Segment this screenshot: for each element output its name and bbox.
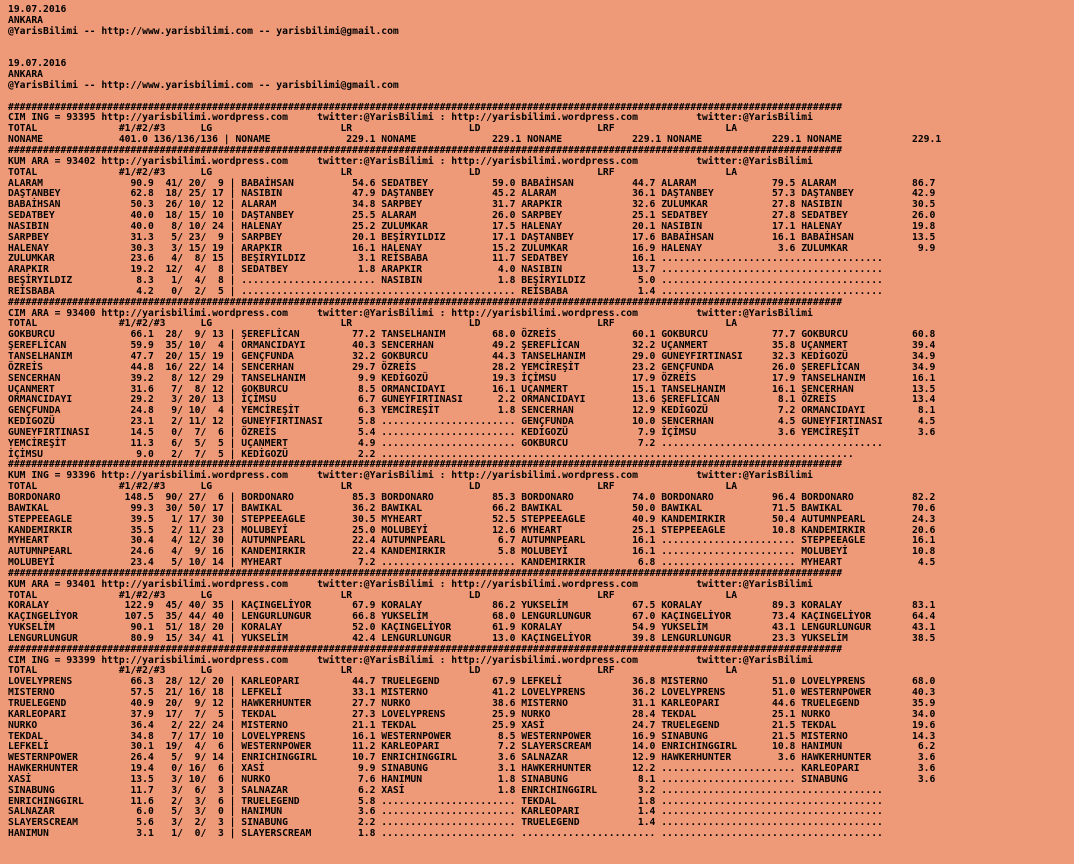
report-line: HALENAY 30.3 3/ 15/ 19 | ARAPKIR 16.1 HALENAY 15.2 ZULUMKAR 16.9 HALENAY 3.6 ZULUMKAR 9.9 [8, 242, 936, 254]
report-line: KAÇINGELİYOR 107.5 35/ 44/ 40 | LENGURLUNGUR 66.8 YUKSELİM 68.0 LENGURLUNGUR 67.0 KAÇINGELİYOR 73.4 KAÇINGELİYOR 64.4 [8, 611, 936, 623]
report-line [8, 38, 1074, 49]
report-line: LEFKELİ 30.1 19/ 4/ 6 | WESTERNPOWER 11.2 KARLEOPARI 7.2 SLAYERSCREAM 14.0 ENRICHINGGIRL 10.8 HANIMUN 6.2 [8, 741, 936, 753]
report-line: @YarisBilimi -- http://www.yarisbilimi.com -- yarisbilimi@gmail.com [8, 25, 399, 37]
report-line: KARLEOPARI 37.9 17/ 7/ 5 | TEKDAL 27.3 LOVELYPRENS 25.9 NURKO 28.4 TEKDAL 25.1 NURKO 34.0 [8, 708, 936, 720]
report-line: @YarisBilimi -- http://www.yarisbilimi.com -- yarisbilimi@gmail.com [8, 79, 399, 91]
report-line: GUNEYFIRTINASI 14.5 0/ 7/ 6 | ÖZREİS 5.4 ....................... KEDİGOZÜ 7.9 İÇİMSU 3.6 YEMCİREŞİT 3.6 [8, 426, 936, 438]
report-line: KORALAY 122.9 45/ 40/ 35 | KAÇINGELİYOR 67.9 KORALAY 86.2 YUKSELİM 67.5 KORALAY 89.3 KORALAY 83.1 [8, 600, 936, 612]
report-line: CIM ING = 93395 http://yarisbilimi.wordpress.com twitter:@YarisBilimi : http://yarisbilimi.wordpress.com twitter:@YarisBilimi [8, 112, 813, 124]
report-line: GENÇFUNDA 24.8 9/ 10/ 4 | YEMCİREŞİT 6.3 YEMCİREŞİT 1.8 SENCERHAN 12.9 KEDİGOZÜ 7.2 ORMANCIDAYI 8.1 [8, 405, 936, 417]
report-line: ENRICHINGGIRL 11.6 2/ 3/ 6 | TRUELEGEND 5.8 ....................... TEKDAL 1.8 ...................................... [8, 795, 883, 807]
report-line: XASİ 13.5 3/ 10/ 6 | NURKO 7.6 HANIMUN 1.8 SINABUNG 8.1 ....................... SINABUNG 3.6 [8, 773, 936, 785]
report-line: ŞEREFLİCAN 59.9 35/ 10/ 4 | ORMANCIDAYI 40.3 SENCERHAN 49.2 ŞEREFLİCAN 32.2 UÇANMERT 35.8 UÇANMERT 39.4 [8, 340, 936, 352]
report-line: ZULUMKAR 23.6 4/ 8/ 15 | BEŞİRYILDIZ 3.1 REİSBABA 11.7 SEDATBEY 16.1 ...................................... [8, 253, 883, 265]
report-line: ############################################################################################################################################### [8, 296, 843, 308]
report-line: TEKDAL 34.8 7/ 17/ 10 | LOVELYPRENS 16.1 WESTERNPOWER 8.5 WESTERNPOWER 16.9 SINABUNG 21.5 MISTERNO 14.3 [8, 730, 936, 742]
report-line [8, 92, 1074, 103]
report-line: STEPPEEAGLE 39.5 1/ 17/ 30 | STEPPEEAGLE 30.5 MYHEART 52.5 STEPPEEAGLE 40.9 KANDEMIRKIR 50.4 AUTUMNPEARL 24.3 [8, 513, 936, 525]
report-line: CIM ARA = 93400 http://yarisbilimi.wordpress.com twitter:@YarisBilimi : http://yarisbilimi.wordpress.com twitter:@YarisBilimi [8, 307, 813, 319]
report-line: ÖZREİS 44.8 16/ 22/ 14 | SENCERHAN 29.7 ÖZREİS 28.2 YEMCİREŞİT 23.2 GENÇFUNDA 26.0 ŞEREFLİCAN 34.9 [8, 361, 936, 373]
report-line: KANDEMIRKIR 35.5 2/ 11/ 23 | MOLUBEYİ 25.0 MOLUBEYİ 12.6 MYHEART 25.1 STEPPEEAGLE 10.8 KANDEMIRKIR 20.6 [8, 524, 936, 536]
report-line: ############################################################################################################################################### [8, 101, 843, 113]
report-line: HANIMUN 3.1 1/ 0/ 3 | SLAYERSCREAM 1.8 ....................... ....................... ...................................... [8, 828, 883, 840]
report-line: AUTUMNPEARL 24.6 4/ 9/ 16 | KANDEMIRKIR 22.4 KANDEMIRKIR 5.8 MOLUBEYİ 16.1 ....................... MOLUBEYİ 10.8 [8, 546, 936, 558]
report-line: ############################################################################################################################################### [8, 567, 843, 579]
report-line: YUKSELİM 90.1 51/ 18/ 20 | KORALAY 52.0 KAÇINGELİYOR 61.9 KORALAY 54.9 YUKSELİM 43.1 LENGURLUNGUR 43.1 [8, 622, 936, 634]
report-line: TOTAL #1/#2/#3 LG LR LD LRF LA [8, 123, 738, 135]
report-line: TOTAL #1/#2/#3 LG LR LD LRF LA [8, 318, 738, 330]
report-line: MISTERNO 57.5 21/ 16/ 18 | LEFKELİ 33.1 MISTERNO 41.2 LOVELYPRENS 36.2 LOVELYPRENS 51.0 WESTERNPOWER 40.3 [8, 687, 936, 699]
report-line: NASIBIN 40.0 8/ 10/ 24 | HALENAY 25.2 ZULUMKAR 17.5 HALENAY 20.1 NASIBIN 17.1 HALENAY 19.8 [8, 220, 936, 232]
report-line: BAWIKAL 99.3 30/ 50/ 17 | BAWIKAL 36.2 BAWIKAL 66.2 BAWIKAL 50.0 BAWIKAL 71.5 BAWIKAL 70.6 [8, 502, 936, 514]
report-line: ############################################################################################################################################### [8, 643, 843, 655]
report-line: ARAPKIR 19.2 12/ 4/ 8 | SEDATBEY 1.8 ARAPKIR 4.0 NASIBIN 13.7 ...................................... [8, 264, 883, 276]
report-line: KUM ING = 93396 http://yarisbilimi.wordpress.com twitter:@YarisBilimi : http://yarisbilimi.wordpress.com twitter:@YarisBilimi [8, 470, 813, 482]
report-line: TANSELHANIM 47.7 20/ 15/ 19 | GENÇFUNDA 32.2 GOKBURCU 44.3 TANSELHANIM 29.0 GUNEYFIRTINASI 32.3 KEDİGOZÜ 34.9 [8, 351, 936, 362]
report-line: BORDONARO 148.5 90/ 27/ 6 | BORDONARO 85.3 BORDONARO 85.3 BORDONARO 74.0 BORDONARO 96.4 BORDONARO 82.2 [8, 491, 936, 503]
report-line: DAŞTANBEY 62.8 18/ 25/ 17 | NASIBIN 47.9 DAŞTANBEY 45.2 ALARAM 36.1 DAŞTANBEY 57.3 DAŞTANBEY 42.9 [8, 188, 936, 200]
report-line: BABAİHSAN 50.3 26/ 10/ 12 | ALARAM 34.8 SARPBEY 31.7 ARAPKIR 32.6 ZULUMKAR 27.8 NASIBIN 30.5 [8, 199, 936, 211]
report-line: MYHEART 30.4 4/ 12/ 30 | AUTUMNPEARL 22.4 AUTUMNPEARL 6.7 AUTUMNPEARL 16.1 ....................... STEPPEEAGLE 16.1 [8, 535, 936, 547]
report-line [8, 48, 1074, 59]
report-line: CIM ING = 93399 http://yarisbilimi.wordpress.com twitter:@YarisBilimi : http://yarisbilimi.wordpress.com twitter:@YarisBilimi [8, 654, 813, 666]
report-line: SEDATBEY 40.0 18/ 15/ 10 | DAŞTANBEY 25.5 ALARAM 26.0 SARPBEY 25.1 SEDATBEY 27.8 SEDATBEY 26.0 [8, 210, 936, 222]
report-line: LENGURLUNGUR 80.9 15/ 34/ 41 | YUKSELİM 42.4 LENGURLUNGUR 13.0 KAÇINGELİYOR 39.8 LENGURLUNGUR 23.3 YUKSELİM 38.5 [8, 632, 936, 644]
report-line: KUM ARA = 93401 http://yarisbilimi.wordpress.com twitter:@YarisBilimi : http://yarisbilimi.wordpress.com twitter:@YarisBilimi [8, 578, 813, 590]
report-line: KEDİGOZÜ 23.1 2/ 11/ 12 | GUNEYFIRTINASI 5.8 ....................... GENÇFUNDA 10.0 SENCERHAN 4.5 GUNEYFIRTINASI 4.5 [8, 416, 936, 428]
report-line: WESTERNPOWER 26.4 5/ 9/ 14 | ENRICHINGGIRL 10.7 ENRICHINGGIRL 3.6 SALNAZAR 12.9 HAWKERHUNTER 3.6 HAWKERHUNTER 3.6 [8, 752, 936, 764]
report-line: NURKO 36.4 2/ 22/ 24 | MISTERNO 21.1 TEKDAL 25.9 XASİ 24.7 TRUELEGEND 21.5 TEKDAL 19.6 [8, 719, 936, 731]
report-line: SENCERHAN 39.2 8/ 12/ 29 | TANSELHANIM 9.9 KEDİGOZÜ 19.3 İÇİMSU 17.9 ÖZREİS 17.9 TANSELHANIM 16.1 [8, 372, 936, 384]
report-line: MOLUBEYİ 23.4 5/ 10/ 14 | MYHEART 7.2 ....................... KANDEMIRKIR 6.8 ....................... MYHEART 4.5 [8, 557, 936, 569]
report-line: SLAYERSCREAM 5.6 3/ 2/ 3 | SINABUNG 2.2 ....................... TRUELEGEND 1.4 ...................................... [8, 817, 883, 829]
report-line: TOTAL #1/#2/#3 LG LR LD LRF LA [8, 589, 738, 601]
report-line: SALNAZAR 6.0 5/ 3/ 0 | HANIMUN 3.6 ....................... KARLEOPARI 1.4 ...................................... [8, 806, 883, 818]
report-line: ANKARA [8, 69, 43, 81]
report-line: TOTAL #1/#2/#3 LG LR LD LRF LA [8, 166, 738, 178]
report-line: GOKBURCU 66.1 28/ 9/ 13 | ŞEREFLİCAN 77.2 TANSELHANIM 68.0 ÖZREİS 60.1 GOKBURCU 77.7 GOKBURCU 60.8 [8, 329, 936, 341]
report-line: LOVELYPRENS 66.3 28/ 12/ 20 | KARLEOPARI 44.7 TRUELEGEND 67.9 LEFKELİ 36.8 MISTERNO 51.0 LOVELYPRENS 68.0 [8, 676, 936, 688]
report-line: SINABUNG 11.7 3/ 6/ 3 | SALNAZAR 6.2 XASİ 1.8 ENRICHINGGIRL 3.2 ...................................... [8, 784, 883, 796]
report-line: 19.07.2016 [8, 58, 67, 70]
report-line: SARPBEY 31.3 5/ 23/ 9 | SARPBEY 20.1 BEŞİRYILDIZ 17.1 DAŞTANBEY 17.6 BABAİHSAN 16.1 BABAİHSAN 13.5 [8, 231, 936, 243]
report-line: UÇANMERT 31.6 7/ 8/ 12 | GOKBURCU 8.5 ORMANCIDAYI 16.1 UÇANMERT 15.1 TANSELHANIM 16.1 SENCERHAN 13.5 [8, 383, 936, 395]
report-line: REİSBABA 4.2 0/ 2/ 5 | ............................................... REİSBABA 1.4 ...................................... [8, 285, 883, 297]
report-line: ALARAM 90.9 41/ 20/ 9 | BABAİHSAN 54.6 SEDATBEY 59.0 BABAİHSAN 44.7 ALARAM 79.5 ALARAM 86.7 [8, 177, 936, 189]
report-line: ANKARA [8, 14, 43, 26]
report-line: ############################################################################################################################################### [8, 144, 843, 156]
report-line: BEŞİRYILDIZ 8.3 1/ 4/ 8 | ....................... NASIBIN 1.8 BEŞİRYILDIZ 5.0 ...................................... [8, 275, 883, 287]
report-line: TOTAL #1/#2/#3 LG LR LD LRF LA [8, 481, 738, 493]
report-line: ############################################################################################################################################### [8, 459, 843, 471]
report-line: İÇİMSU 9.0 2/ 7/ 5 | KEDİGOZÜ 2.2 ................................................................................. [8, 448, 854, 460]
report-line: TOTAL #1/#2/#3 LG LR LD LRF LA [8, 665, 738, 677]
report-line: HAWKERHUNTER 19.4 0/ 16/ 6 | XASİ 9.9 SINABUNG 3.1 HAWKERHUNTER 12.2 ....................... KARLEOPARI 3.6 [8, 763, 936, 775]
report-line: NONAME 401.0 136/136/136 | NONAME 229.1 NONAME 229.1 NONAME 229.1 NONAME 229.1 NONAME 229.1 [8, 134, 942, 146]
report-line: YEMCİREŞİT 11.3 6/ 5/ 5 | UÇANMERT 4.9 ....................... GOKBURCU 7.2 ...................................... [8, 437, 883, 449]
report-line: KUM ARA = 93402 http://yarisbilimi.wordpress.com twitter:@YarisBilimi : http://yarisbilimi.wordpress.com twitter:@YarisBilimi [8, 155, 813, 167]
report-line: ORMANCIDAYI 29.2 3/ 20/ 13 | İÇİMSU 6.7 GUNEYFIRTINASI 2.2 ORMANCIDAYI 13.6 ŞEREFLİCAN 8.1 ÖZREİS 13.4 [8, 394, 936, 406]
report-line: TRUELEGEND 40.9 20/ 9/ 12 | HAWKERHUNTER 27.7 NURKO 38.6 MISTERNO 31.1 KARLEOPARI 44.6 TRUELEGEND 35.9 [8, 698, 936, 709]
report-line: 19.07.2016 [8, 4, 67, 15]
